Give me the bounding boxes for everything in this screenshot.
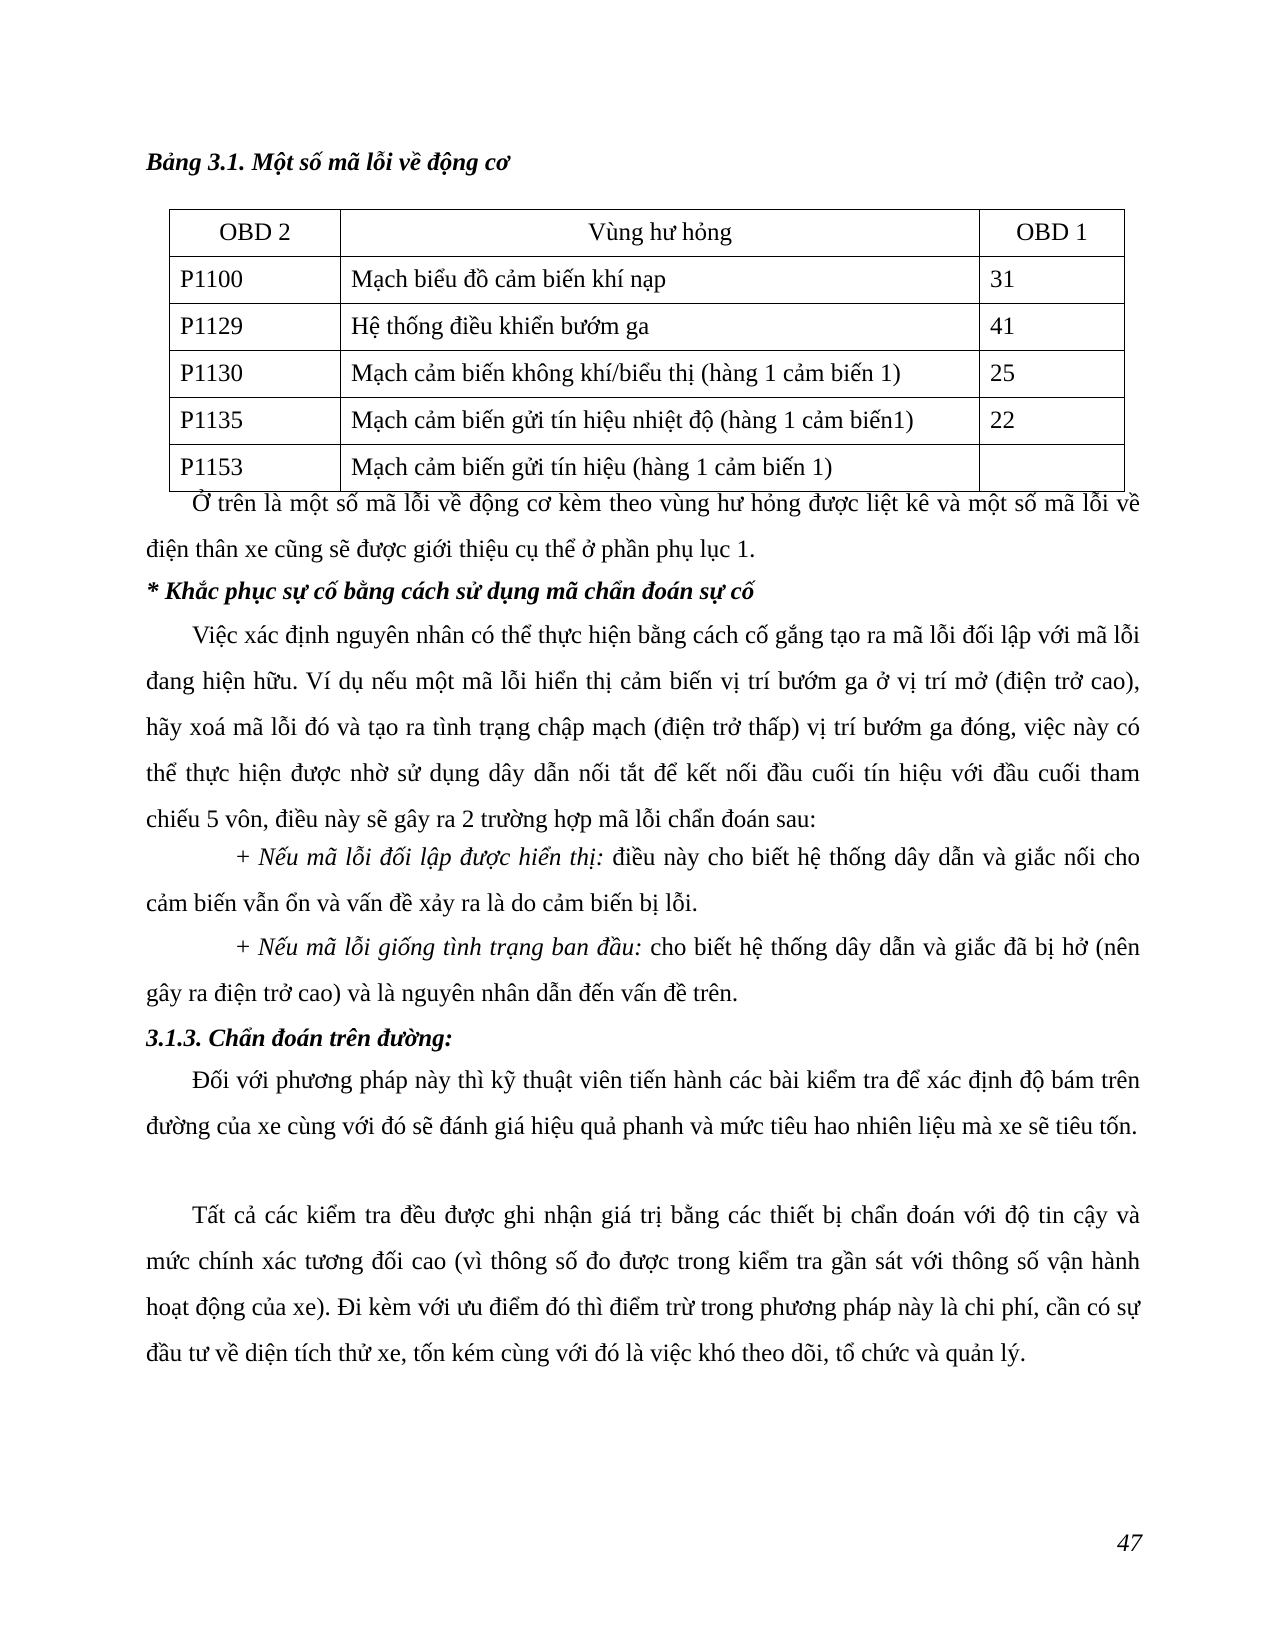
- page-number: 47: [1117, 1530, 1142, 1557]
- table-row: [170, 398, 1125, 445]
- case-opposite-code: [146, 835, 1140, 927]
- paragraph-after-table: Ở trên là một số mã lỗi về động cơ kèm theo vùng hư hỏng được liệt kê và một số mã lỗi về điện thân xe cũng sẽ được giới thiệu cụ thể ở phần phụ lục 1.: [146, 490, 1140, 563]
- header-obd2: OBD 2: [170, 210, 341, 257]
- cell-obd1: 31: [980, 257, 1125, 304]
- table-header-row: [170, 210, 1125, 257]
- cell-damage-area: Mạch cảm biến gửi tín hiệu nhiệt độ (hàng 1 cảm biến1): [341, 398, 980, 445]
- table-row: [170, 351, 1125, 398]
- header-damage-area: Vùng hư hỏng: [341, 210, 980, 257]
- table-row: [170, 304, 1125, 351]
- cell-obd1: 22: [980, 398, 1125, 445]
- cell-damage-area: Mạch cảm biến không khí/biểu thị (hàng 1 cảm biến 1): [341, 351, 980, 398]
- table-row: [170, 257, 1125, 304]
- paragraph-fix: Việc xác định nguyên nhân có thể thực hiện bằng cách cố gắng tạo ra mã lỗi đối lập với mã lỗi đang hiện hữu. Ví dụ nếu một mã lỗi hiển thị cảm biến vị trí bướm ga ở vị trí mở (điện trở cao), hãy xoá mã lỗi đó và tạo ra tình trạng chập mạch (điện trở thấp) vị trí bướm ga đóng, việc này có thể thực hiện được nhờ sử dụng dây dẫn nối tắt để kết nối đầu cuối tín hiệu với đầu cuối tham chiếu 5 vôn, điều này sẽ gây ra 2 trường hợp mã lỗi chẩn đoán sau:: [146, 622, 1140, 833]
- case2-label: Nếu mã lỗi giống tình trạng ban đầu:: [257, 934, 643, 961]
- case1-text: điều này cho biết hệ thống dây dẫn và giắc nối cho cảm biến vẫn ổn và vấn đề xảy ra là do cảm biến bị lỗi.: [146, 844, 1140, 917]
- case2-lead: +: [236, 934, 258, 961]
- cell-damage-area: Hệ thống điều khiển bướm ga: [341, 304, 980, 351]
- cell-obd2: P1130: [170, 351, 341, 398]
- case1-label: Nếu mã lỗi đối lập được hiển thị:: [258, 844, 605, 871]
- subheading-fix: * Khắc phục sự cố bằng cách sử dụng mã chẩn đoán sự cố: [146, 578, 755, 605]
- header-obd1: OBD 1: [980, 210, 1125, 257]
- section-heading: 3.1.3. Chẩn đoán trên đường:: [146, 1025, 453, 1052]
- cell-damage-area: Mạch cảm biến gửi tín hiệu (hàng 1 cảm biến 1): [341, 445, 980, 492]
- cell-obd1: 41: [980, 304, 1125, 351]
- cell-damage-area: Mạch biểu đồ cảm biến khí nạp: [341, 257, 980, 304]
- case1-lead: +: [236, 844, 259, 871]
- cell-obd2: P1153: [170, 445, 341, 492]
- cell-obd1: 25: [980, 351, 1125, 398]
- paragraph-road-2: Tất cả các kiểm tra đều được ghi nhận giá trị bằng các thiết bị chẩn đoán với độ tin cậy và mức chính xác tương đối cao (vì thông số đo được trong kiểm tra gần sát với thông số vận hành hoạt động của xe). Đi kèm với ưu điểm đó thì điểm trừ trong phương pháp này là chi phí, cần có sự đầu tư về diện tích thử xe, tốn kém cùng với đó là việc khó theo dõi, tổ chức và quản lý.: [146, 1202, 1140, 1367]
- cell-obd2: P1100: [170, 257, 341, 304]
- cell-obd2: P1135: [170, 398, 341, 445]
- case2-text: cho biết hệ thống dây dẫn và giắc đã bị hở (nên gây ra điện trở cao) và là nguyên nhân dẫn đến vấn đề trên.: [146, 934, 1140, 1007]
- error-code-table: [169, 209, 1125, 492]
- cell-obd2: P1129: [170, 304, 341, 351]
- case-same-code: [146, 925, 1140, 1017]
- paragraph-road-1: Đối với phương pháp này thì kỹ thuật viên tiến hành các bài kiểm tra để xác định độ bám trên đường của xe cùng với đó sẽ đánh giá hiệu quả phanh và mức tiêu hao nhiên liệu mà xe sẽ tiêu tốn.: [146, 1067, 1140, 1140]
- table-caption: Bảng 3.1. Một số mã lỗi về động cơ: [146, 149, 510, 176]
